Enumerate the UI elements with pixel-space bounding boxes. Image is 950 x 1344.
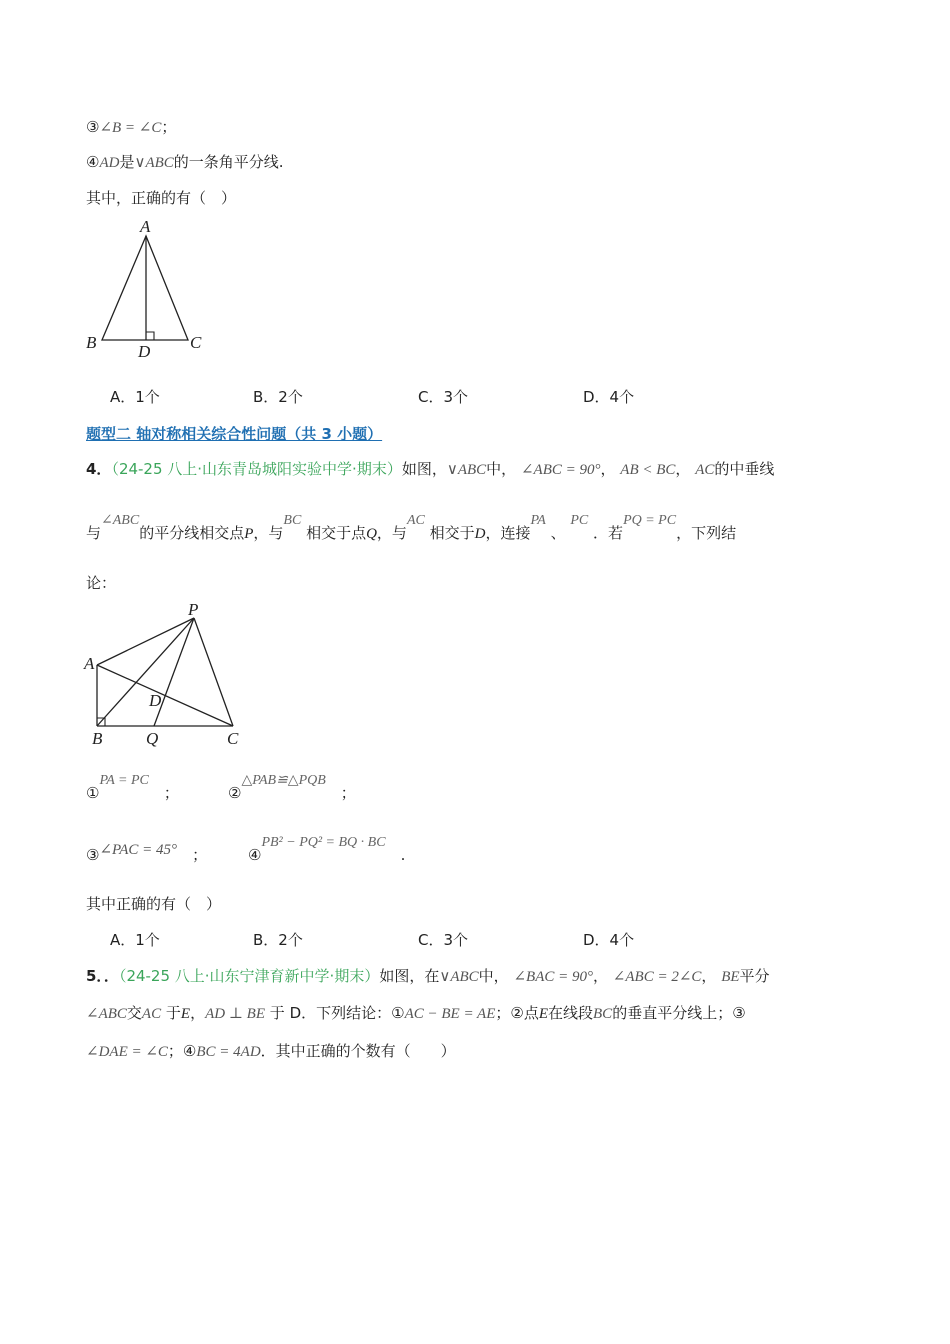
- math-expr: △PAB≌△PQB: [241, 773, 326, 788]
- q3-item-4: [86, 151, 284, 172]
- q3-option-a: A．1个: [110, 388, 160, 406]
- text: 、: [550, 524, 566, 542]
- math-expr: PQ = PC: [623, 513, 677, 528]
- text: ，: [701, 967, 717, 985]
- q3-option-b: B．2个: [253, 388, 303, 406]
- math-expr: ∠ABC: [101, 513, 140, 528]
- text: 于: [165, 1004, 181, 1022]
- punct: ；: [192, 846, 208, 864]
- item-number: ④: [86, 153, 100, 171]
- math-expr: ∠PAC = 45°: [99, 842, 178, 858]
- q3-item-3: [86, 116, 176, 137]
- math-expr: ∨ABC: [134, 155, 174, 171]
- math-expr: AC: [695, 462, 715, 478]
- item-number: ①: [86, 784, 100, 802]
- math-expr: AC − BE = AE: [404, 1006, 496, 1022]
- math-expr: BC = 4AD: [196, 1044, 261, 1060]
- text: 于 D．下列结论：①: [269, 1004, 405, 1022]
- var: D: [474, 526, 486, 542]
- text: 中，: [486, 460, 517, 478]
- q3-option-c: C．3个: [418, 388, 469, 406]
- q4-conclusion-2: [228, 773, 356, 803]
- q5-line-1: [86, 965, 770, 986]
- math-expr: AC: [141, 1006, 162, 1022]
- math-expr: ∠ABC = 90°: [520, 462, 601, 478]
- var: P: [244, 526, 254, 542]
- punct: ；: [163, 784, 179, 802]
- text: 是: [119, 153, 135, 171]
- label-p: P: [188, 600, 199, 619]
- var: E: [180, 1006, 191, 1022]
- math-expr: ∨ABC: [446, 462, 487, 478]
- q4-conclusion-4: [248, 835, 406, 865]
- math-expr: BE: [721, 969, 740, 985]
- text: ；④: [167, 1042, 197, 1060]
- text: ，: [600, 460, 616, 478]
- var: E: [538, 1006, 548, 1022]
- label-a: A: [140, 217, 151, 236]
- math-expr: BC: [283, 513, 302, 528]
- punct: ；: [340, 784, 356, 802]
- math-expr: PA = PC: [99, 773, 149, 788]
- question-number: 4．: [86, 460, 112, 478]
- triangle-abc: [102, 236, 188, 340]
- text: ；②点: [495, 1004, 539, 1022]
- q3-triangle-figure: [80, 214, 220, 362]
- q4-line-2: [86, 513, 737, 543]
- label-a: A: [84, 654, 95, 673]
- text: 的一条角平分线.: [173, 153, 284, 171]
- label-d: D: [149, 691, 162, 710]
- text: ，下列结: [676, 524, 737, 542]
- text: ，与: [376, 524, 407, 542]
- math-expr: PC: [570, 513, 589, 528]
- text: ．其中正确的个数有（ ）: [260, 1042, 456, 1060]
- punct: ；: [161, 118, 177, 136]
- math-expr: AD ⊥ BE: [205, 1006, 266, 1022]
- math-expr: ∠ABC = 2∠C: [612, 969, 702, 985]
- text: ，: [675, 460, 691, 478]
- math-expr: ∠BAC = 90°: [513, 969, 593, 985]
- text: 如图，在: [379, 967, 440, 985]
- text: ，: [593, 967, 609, 985]
- punct: .: [400, 846, 406, 864]
- question-number: 5．．: [86, 967, 119, 985]
- math-expr: AD: [99, 155, 120, 171]
- text: 相交于点: [306, 524, 367, 542]
- math-expr: ∠B = ∠C: [99, 120, 162, 136]
- label-b: B: [92, 729, 103, 748]
- text: 相交于: [429, 524, 475, 542]
- item-number: ③: [86, 118, 100, 136]
- text: 与: [86, 524, 102, 542]
- item-number: ④: [248, 846, 262, 864]
- item-number: ②: [228, 784, 242, 802]
- q4-option-a: A．1个: [110, 931, 160, 949]
- label-c: C: [190, 333, 202, 352]
- text: 交: [126, 1004, 142, 1022]
- q4-option-d: D．4个: [583, 931, 635, 949]
- question-source: （24-25 八上·山东青岛城阳实验中学·期末）: [111, 460, 402, 478]
- text: 在线段: [548, 1004, 594, 1022]
- math-expr: ∨ABC: [439, 969, 479, 985]
- label-c: C: [227, 729, 239, 748]
- math-expr: PA: [530, 513, 546, 528]
- q3-option-d: D．4个: [583, 388, 635, 406]
- text: ，与: [253, 524, 284, 542]
- text: 中，: [478, 967, 509, 985]
- text: ．若: [593, 524, 624, 542]
- text: ，: [190, 1004, 206, 1022]
- q3-question: 其中，正确的有（ ）: [86, 189, 237, 207]
- math-expr: AB < BC: [620, 462, 676, 478]
- right-angle-mark: [146, 332, 154, 340]
- text: 平分: [739, 967, 770, 985]
- math-expr: BC: [593, 1006, 613, 1022]
- q4-line-3: 论：: [86, 574, 117, 592]
- segment-pc: [194, 618, 233, 726]
- label-b: B: [86, 333, 97, 352]
- text: 的中垂线: [714, 460, 775, 478]
- math-expr: ∠ABC: [86, 1006, 127, 1022]
- q4-line-1: [86, 458, 774, 479]
- text: ，连接: [485, 524, 531, 542]
- text: 的平分线相交点: [139, 524, 245, 542]
- var: Q: [366, 526, 377, 542]
- label-d: D: [138, 342, 151, 361]
- q4-conclusion-1: [86, 773, 179, 803]
- math-expr: PB² − PQ² = BQ · BC: [261, 835, 386, 850]
- q5-line-3: [86, 1040, 456, 1061]
- label-q: Q: [146, 729, 159, 748]
- text: 的垂直平分线上；③: [612, 1004, 746, 1022]
- q4-option-c: C．3个: [418, 931, 469, 949]
- item-number: ③: [86, 846, 100, 864]
- text: 如图，: [401, 460, 447, 478]
- question-source: （24-25 八上·山东宁津育新中学·期末）: [118, 967, 380, 985]
- q4-question: 其中正确的有（ ）: [86, 895, 222, 913]
- q4-figure: [80, 598, 260, 750]
- section-heading: 题型二 轴对称相关综合性问题（共 3 小题）: [86, 425, 383, 443]
- q4-conclusion-3: [86, 844, 207, 865]
- math-expr: ∠DAE = ∠C: [86, 1044, 168, 1060]
- q5-line-2: [86, 1002, 746, 1023]
- math-expr: AC: [406, 513, 425, 528]
- q4-option-b: B．2个: [253, 931, 303, 949]
